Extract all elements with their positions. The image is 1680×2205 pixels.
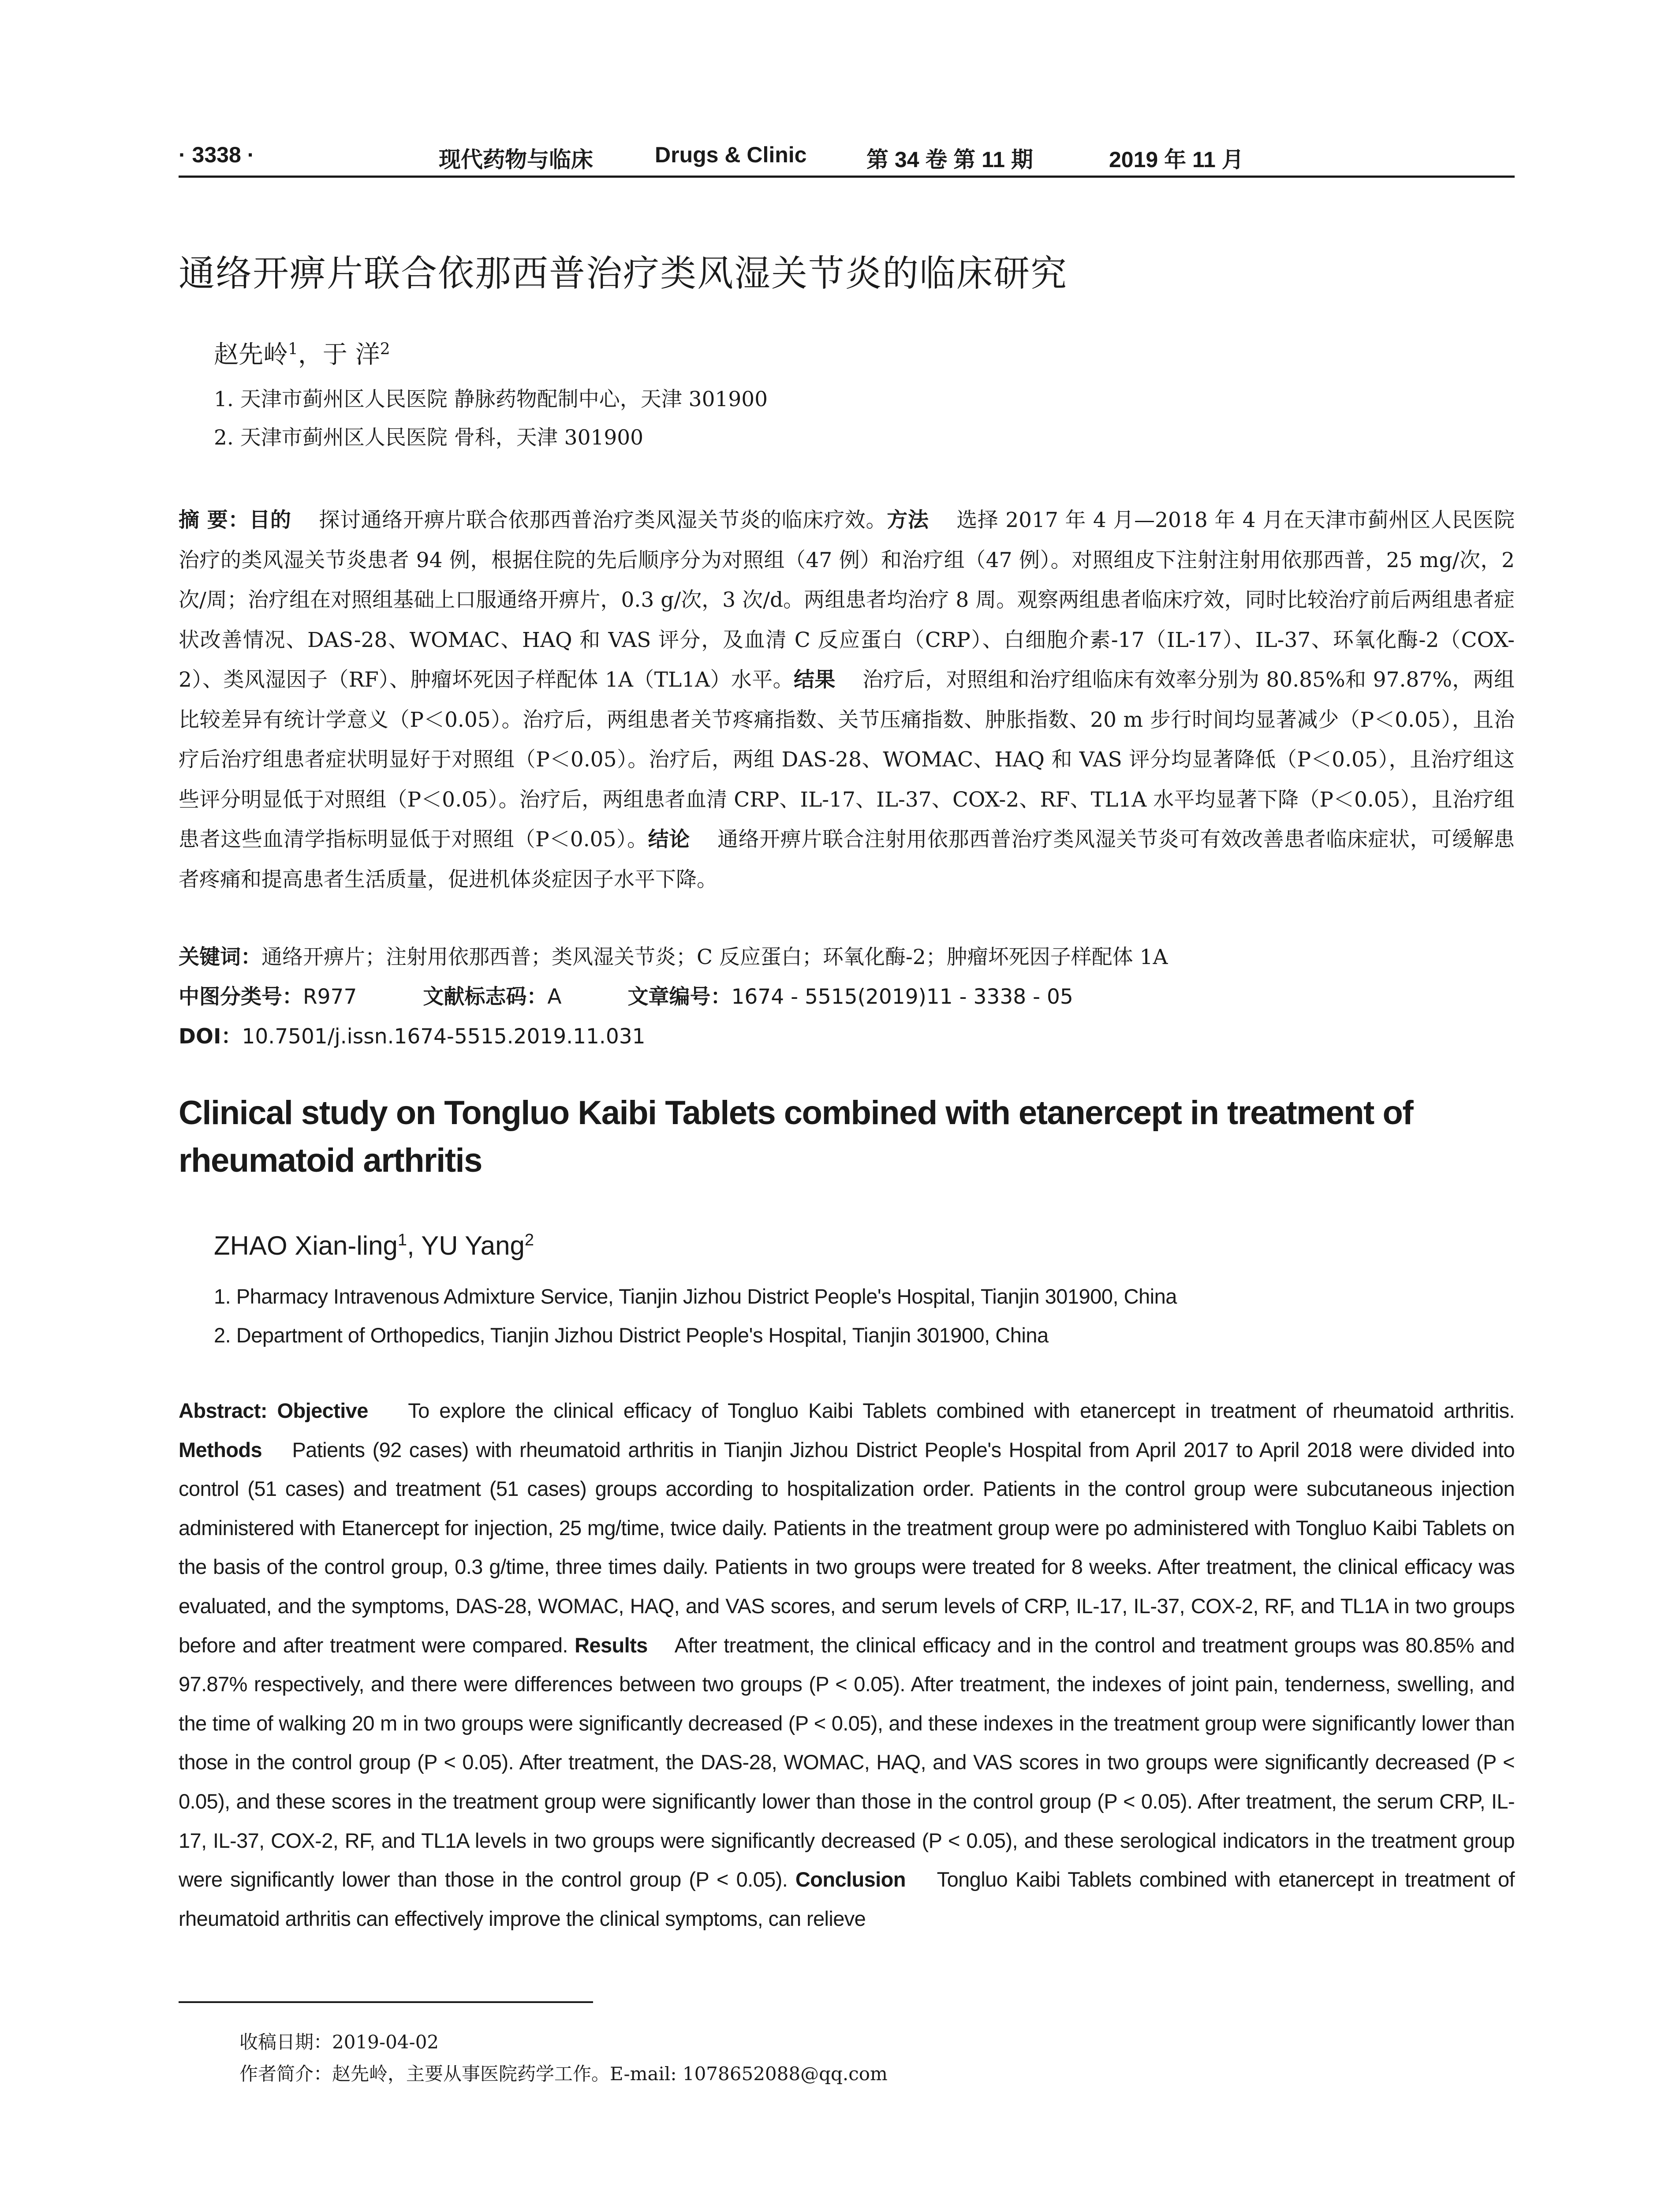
conclusion-en-text: Tongluo Kaibi Tablets combined with etanercept in treatment of rheumatoid arthritis can effectively improve the clinical symptoms, can relieve xyxy=(179,1868,1515,1930)
classification-line xyxy=(179,980,1073,1010)
running-header xyxy=(179,140,1515,178)
author-2: 于 洋 xyxy=(322,340,380,369)
keywords-cn-label: 关键词： xyxy=(179,945,261,969)
issue-date: 2019 年 11 月 xyxy=(1109,147,1244,172)
article-no-value: 1674 - 5515(2019)11 - 3338 - 05 xyxy=(731,985,1073,1009)
doi-value: 10.7501/j.issn.1674-5515.2019.11.031 xyxy=(242,1024,646,1049)
objective-cn-label: 目的 xyxy=(249,508,291,532)
footnote-divider xyxy=(179,2001,593,2003)
author-en-2: YU Yang xyxy=(421,1231,525,1260)
results-cn-text: 治疗后，对照组和治疗组临床有效率分别为 80.85%和 97.87%，两组比较差异有统计学意义（P＜0.05）。治疗后，两组患者关节疼痛指数、关节压痛指数、肿胀指数、20 m 步行时间均显著减少（P＜0.05），且治疗后治疗组患者症状明显好于对照组（P＜0.05）。治疗后，两组 DAS-28、WOMAC、HAQ 和 VAS 评分均显著降低（P＜0.05），且治疗组这些评分明显低于对照组（P＜0.05）。治疗后，两组患者血清 CRP、IL-17、IL-37、COX-2、RF、TL1A 水平均显著下降（P＜0.05），且治疗组患者这些血清学指标明显低于对照组（P＜0.05）。 xyxy=(179,668,1515,852)
results-en-label: Results xyxy=(575,1633,648,1657)
title-cn: 通络开痹片联合依那西普治疗类风湿关节炎的临床研究 xyxy=(179,253,1068,295)
results-cn-label: 结果 xyxy=(793,668,836,692)
author-1: 赵先岭 xyxy=(214,340,288,369)
volume-issue: 第 34 卷 第 11 期 xyxy=(866,147,1033,172)
methods-en-text: Patients (92 cases) with rheumatoid arthritis in Tianjin Jizhou District People's Hospital from April 2017 to April 2018 were divided into control (51 cases) and treatment (51 cases) groups according to hospitalization order. Patients in the control group were subcutaneous injection administered with Etanercept for injection, 25 mg/time, twice daily. Patients in the treatment group were po administered with Tongluo Kaibi Tablets on the basis of the control group, 0.3 g/time, three times daily. Patients in two groups were treated for 8 weeks. After treatment, the clinical efficacy was evaluated, and the symptoms, DAS-28, WOMAC, HAQ, and VAS scores, and serum levels of CRP, IL-17, IL-37, COX-2, RF, and TL1A in two groups before and after treatment were compared. xyxy=(179,1438,1515,1657)
affiliation-cn-1: 1. 天津市蓟州区人民医院 静脉药物配制中心，天津 301900 xyxy=(214,387,768,411)
article-no-label: 文章编号： xyxy=(627,985,732,1009)
affiliation-en-2: 2. Department of Orthopedics, Tianjin Jizhou District People's Hospital, Tianjin 301900, China xyxy=(214,1323,1049,1347)
author-en-1: ZHAO Xian-ling xyxy=(214,1231,398,1260)
doi-label: DOI： xyxy=(179,1024,242,1049)
authors-cn xyxy=(214,335,390,370)
affiliation-cn-2: 2. 天津市蓟州区人民医院 骨科，天津 301900 xyxy=(214,426,644,450)
conclusion-en-label: Conclusion xyxy=(795,1868,906,1891)
abstract-en-label: Abstract: xyxy=(179,1399,277,1422)
doi-line xyxy=(179,1020,646,1050)
journal-name-cn: 现代药物与临床 xyxy=(439,146,593,172)
footnote-author-info: 作者简介：赵先岭，主要从事医院药学工作。E-mail: 1078652088@qq.com xyxy=(239,2063,888,2085)
author-en-1-affiliation-mark: 1 xyxy=(397,1231,407,1249)
author-en-separator: , xyxy=(407,1231,422,1260)
author-2-affiliation-mark: 2 xyxy=(380,340,390,359)
page-number: · 3338 · xyxy=(179,142,255,167)
doccode-label: 文献标志码： xyxy=(423,985,548,1009)
clc-value: R977 xyxy=(303,985,357,1009)
footnote-received: 收稿日期：2019-04-02 xyxy=(239,2031,439,2053)
abstract-en xyxy=(179,1391,1515,1938)
doccode-value: A xyxy=(547,985,562,1009)
keywords-cn-text: 通络开痹片；注射用依那西普；类风湿关节炎；C 反应蛋白；环氧化酶-2；肿瘤坏死因子样配体 1A xyxy=(261,945,1168,969)
clc-label: 中图分类号： xyxy=(179,985,303,1009)
methods-cn-text: 选择 2017 年 4 月—2018 年 4 月在天津市蓟州区人民医院治疗的类风湿关节炎患者 94 例，根据住院的先后顺序分为对照组（47 例）和治疗组（47 例）。对照组皮下注射注射用依那西普，25 mg/次，2 次/周；治疗组在对照组基础上口服通络开痹片，0.3 g/次，3 次/d。两组患者均治疗 8 周。观察两组患者临床疗效，同时比较治疗前后两组患者症状改善情况、DAS-28、WOMAC、HAQ 和 VAS 评分，及血清 C 反应蛋白（CRP）、白细胞介素-17（IL-17）、IL-37、环氧化酶-2（COX-2）、类风湿因子（RF）、肿瘤坏死因子样配体 1A（TL1A）水平。 xyxy=(179,508,1515,692)
objective-cn-text: 探讨通络开痹片联合依那西普治疗类风湿关节炎的临床疗效。 xyxy=(319,508,887,532)
objective-en-label: Objective xyxy=(277,1399,368,1422)
title-en: Clinical study on Tongluo Kaibi Tablets combined with etanercept in treatment of rheumatoid arthritis xyxy=(179,1094,1413,1179)
keywords-cn xyxy=(179,941,1168,970)
authors-en xyxy=(214,1230,534,1261)
affiliation-en-1: 1. Pharmacy Intravenous Admixture Service, Tianjin Jizhou District People's Hospital, Tianjin 301900, China xyxy=(214,1285,1177,1308)
conclusion-cn-text: 通络开痹片联合注射用依那西普治疗类风湿关节炎可有效改善患者临床症状，可缓解患者疼痛和提高患者生活质量，促进机体炎症因子水平下降。 xyxy=(179,827,1515,892)
objective-en-text: To explore the clinical efficacy of Tongluo Kaibi Tablets combined with etanercept in treatment of rheumatoid arthritis. xyxy=(408,1399,1515,1422)
methods-cn-label: 方法 xyxy=(887,508,929,532)
author-separator: ， xyxy=(298,340,323,369)
conclusion-cn-label: 结论 xyxy=(648,827,690,852)
journal-name-en: Drugs & Clinic xyxy=(655,142,807,167)
author-en-2-affiliation-mark: 2 xyxy=(524,1231,534,1249)
abstract-cn-label: 摘 要： xyxy=(179,508,250,532)
author-1-affiliation-mark: 1 xyxy=(288,340,298,359)
methods-en-label: Methods xyxy=(179,1438,262,1461)
abstract-cn xyxy=(179,501,1515,900)
results-en-text: After treatment, the clinical efficacy and in the control and treatment groups was 80.85% and 97.87% respectively, and there were differences between two groups (P < 0.05). After treatment, the indexes of joint pain, tenderness, swelling, and the time of walking 20 m in two groups were significantly decreased (P < 0.05), and these indexes in the treatment group were significantly lower than those in the control group (P < 0.05). After treatment, the DAS-28, WOMAC, HAQ, and VAS scores in two groups were significantly decreased (P < 0.05), and these scores in the treatment group were significantly lower than those in the control group (P < 0.05). After treatment, the serum CRP, IL-17, IL-37, COX-2, RF, and TL1A levels in two groups were significantly decreased (P < 0.05), and these serological indicators in the treatment group were significantly lower than those in the control group (P < 0.05). xyxy=(179,1633,1515,1891)
